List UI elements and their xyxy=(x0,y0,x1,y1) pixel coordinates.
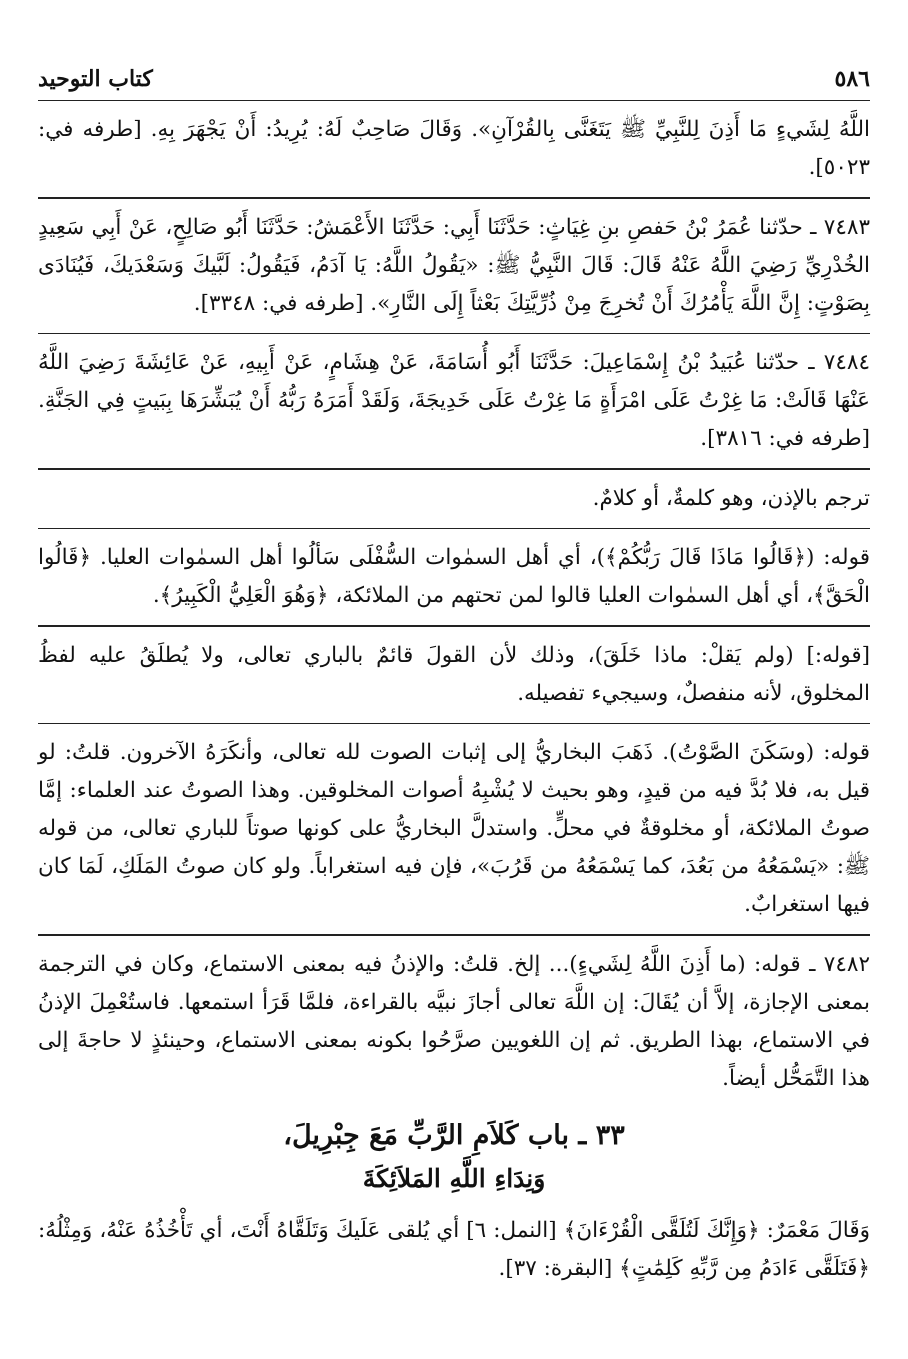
divider xyxy=(38,934,870,936)
hadith-7484: ٧٤٨٤ ـ حدّثنا عُبَيدُ بْنُ إِسْمَاعِيلَ: حَدَّثَنَا أَبُو أُسَامَةَ، عَنْ هِشَامٍ، عَنْ أَبِيهِ، عَنْ عَائِشَةَ رَضِيَ اللَّهُ عَنْهَا قَالَتْ: مَا غِرْتُ عَلَى امْرَأَةٍ مَا غِرْتُ عَلَى خَدِيجَةَ، وَلَقَدْ أَمَرَهُ رَبُّهُ أَنْ يُبَشِّرَهَا بِبَيتٍ فِي الجَنَّةِ. [طرفه في: ٣٨١٦]. xyxy=(38,350,870,451)
divider xyxy=(38,528,870,530)
commentary-paragraph: [قوله:] (ولم يَقلْ: ماذا خَلَقَ)، وذلك لأن القولَ قائمٌ بالباري تعالى، ولا يُطلَقُ عليه لفظُ المخلوق، لأنه منفصلٌ، وسيجيء تفصيله. xyxy=(38,642,870,706)
chapter-subtitle: وَنِدَاءِ اللَّهِ المَلاَئِكَةَ xyxy=(362,1163,546,1193)
running-title: كتاب التوحيد xyxy=(38,66,153,92)
hadith-text-continuation: اللَّهُ لِشَيءٍ مَا أَذِنَ لِلنَّبِيِّ ﷺ يَتَغَنَّى بِالقُرْآنِ». وَقَالَ صَاحِبٌ لَهُ: يُرِيدُ: أَنْ يَجْهَرَ بِهِ. [طرفه في: ٥٠٢٣]. xyxy=(38,117,870,180)
hadith-7483: ٧٤٨٣ ـ حدّثنا عُمَرُ بْنُ حَفصِ بنِ غِيَاثٍ: حَدَّثَنَا أَبِي: حَدَّثَنَا الأَعْمَشُ: حَدَّثَنَا أَبُو صَالِحٍ، عَنْ أَبِي سَعِيدٍ الخُدْرِيِّ رَضِيَ اللَّهُ عَنْهُ قَالَ: قَالَ النَّبِيُّ ﷺ: «يَقُولُ اللَّهُ: يَا آدَمُ، فَيَقُولُ: لَبَّيكَ وَسَعْدَيكَ، فَيُنَادَى بِصَوْتٍ: إِنَّ اللَّهَ يَأْمُرُكَ أَنْ تُخرِجَ مِنْ ذُرِّيَّتِكَ بَعْثاً إِلَى النَّارِ». [طرفه في: ٣٣٤٨]. xyxy=(38,214,870,316)
divider xyxy=(38,625,870,627)
divider xyxy=(38,468,870,470)
chapter-intro: وَقَالَ مَعْمَرٌ: ﴿وَإِنَّكَ لَتُلَقَّى الْقُرْءَانَ﴾ [النمل: ٦] أي يُلقى عَلَيكَ وَتَلَقَّاهُ أَنْتَ، أي تَأْخُذُهُ عَنْهُ، وَمِثْلُهُ: ﴿فَتَلَقَّى ءَادَمُ مِن رَّبِّهِ كَلِمَٰتٍ﴾ [البقرة: ٣٧]. xyxy=(38,1217,870,1281)
divider xyxy=(38,197,870,199)
page-header xyxy=(38,60,870,101)
page-number: ٥٨٦ xyxy=(834,66,870,92)
chapter-title: ٣٣ ـ باب كَلاَمِ الرَّبِّ مَعَ جِبْرِيلَ، xyxy=(283,1119,625,1151)
book-page xyxy=(38,60,870,1350)
commentary-7482: ٧٤٨٢ ـ قوله: (ما أَذِنَ اللَّهُ لِشَيءٍ)... إلخ. قلتُ: والإذنُ فيه بمعنى الاستماع، وكان في الترجمة بمعنى الإجازة، إلاَّ أن يُقَالَ: إن اللَّهَ تعالى أجازَ نبيَّه بالقراءة، فلمَّا قَرَأ استمعها. فاستُعْمِلَ الإذنُ في الاستماع، بهذا الطريق. ثم إن اللغويين صرَّحُوا بكونه بمعنى الاستماع، وحينئذٍ لا حاجةَ إلى هذا التَّمَحُّل أيضاً. xyxy=(38,951,870,1091)
divider xyxy=(38,723,870,725)
divider xyxy=(38,333,870,335)
page-content xyxy=(38,101,870,1288)
commentary-paragraph: ترجم بالإذن، وهو كلمةٌ، أو كلامٌ. xyxy=(592,485,870,511)
commentary-paragraph: قوله: (وسَكَنَ الصَّوْتُ). ذَهَبَ البخاريُّ إلى إثبات الصوت لله تعالى، وأنكَرَهُ الآخرون. قلتُ: لو قيل به، فلا بُدَّ فيه من قيدٍ، وهو بحيث لا يُشْبِهُ أصوات المخلوقين. وهذا الصوتُ عند العلماء: إمَّا صوتُ الملائكة، أو مخلوقةٌ في محلٍّ. واستدلَّ البخاريُّ على كونها صوتاً للباري تعالى، من قوله ﷺ: «يَسْمَعُهُ من بَعُدَ، كما يَسْمَعُهُ من قَرُبَ»، فإن فيه استغراباً. ولو كان صوتُ المَلَكِ، لَمَا كان فيها استغرابٌ. xyxy=(38,740,870,917)
commentary-paragraph: قوله: (﴿قَالُوا مَاذَا قَالَ رَبُّكُمْ﴾)، أي أهل السمٰوات السُّفْلَى سَألُوا أهل السمٰوات العليا. ﴿قَالُوا الْحَقَّ﴾، أي أهل السمٰوات العليا قالوا لمن تحتهم من الملائكة، ﴿وَهُوَ الْعَلِيُّ الْكَبِيرُ﴾. xyxy=(38,545,870,608)
